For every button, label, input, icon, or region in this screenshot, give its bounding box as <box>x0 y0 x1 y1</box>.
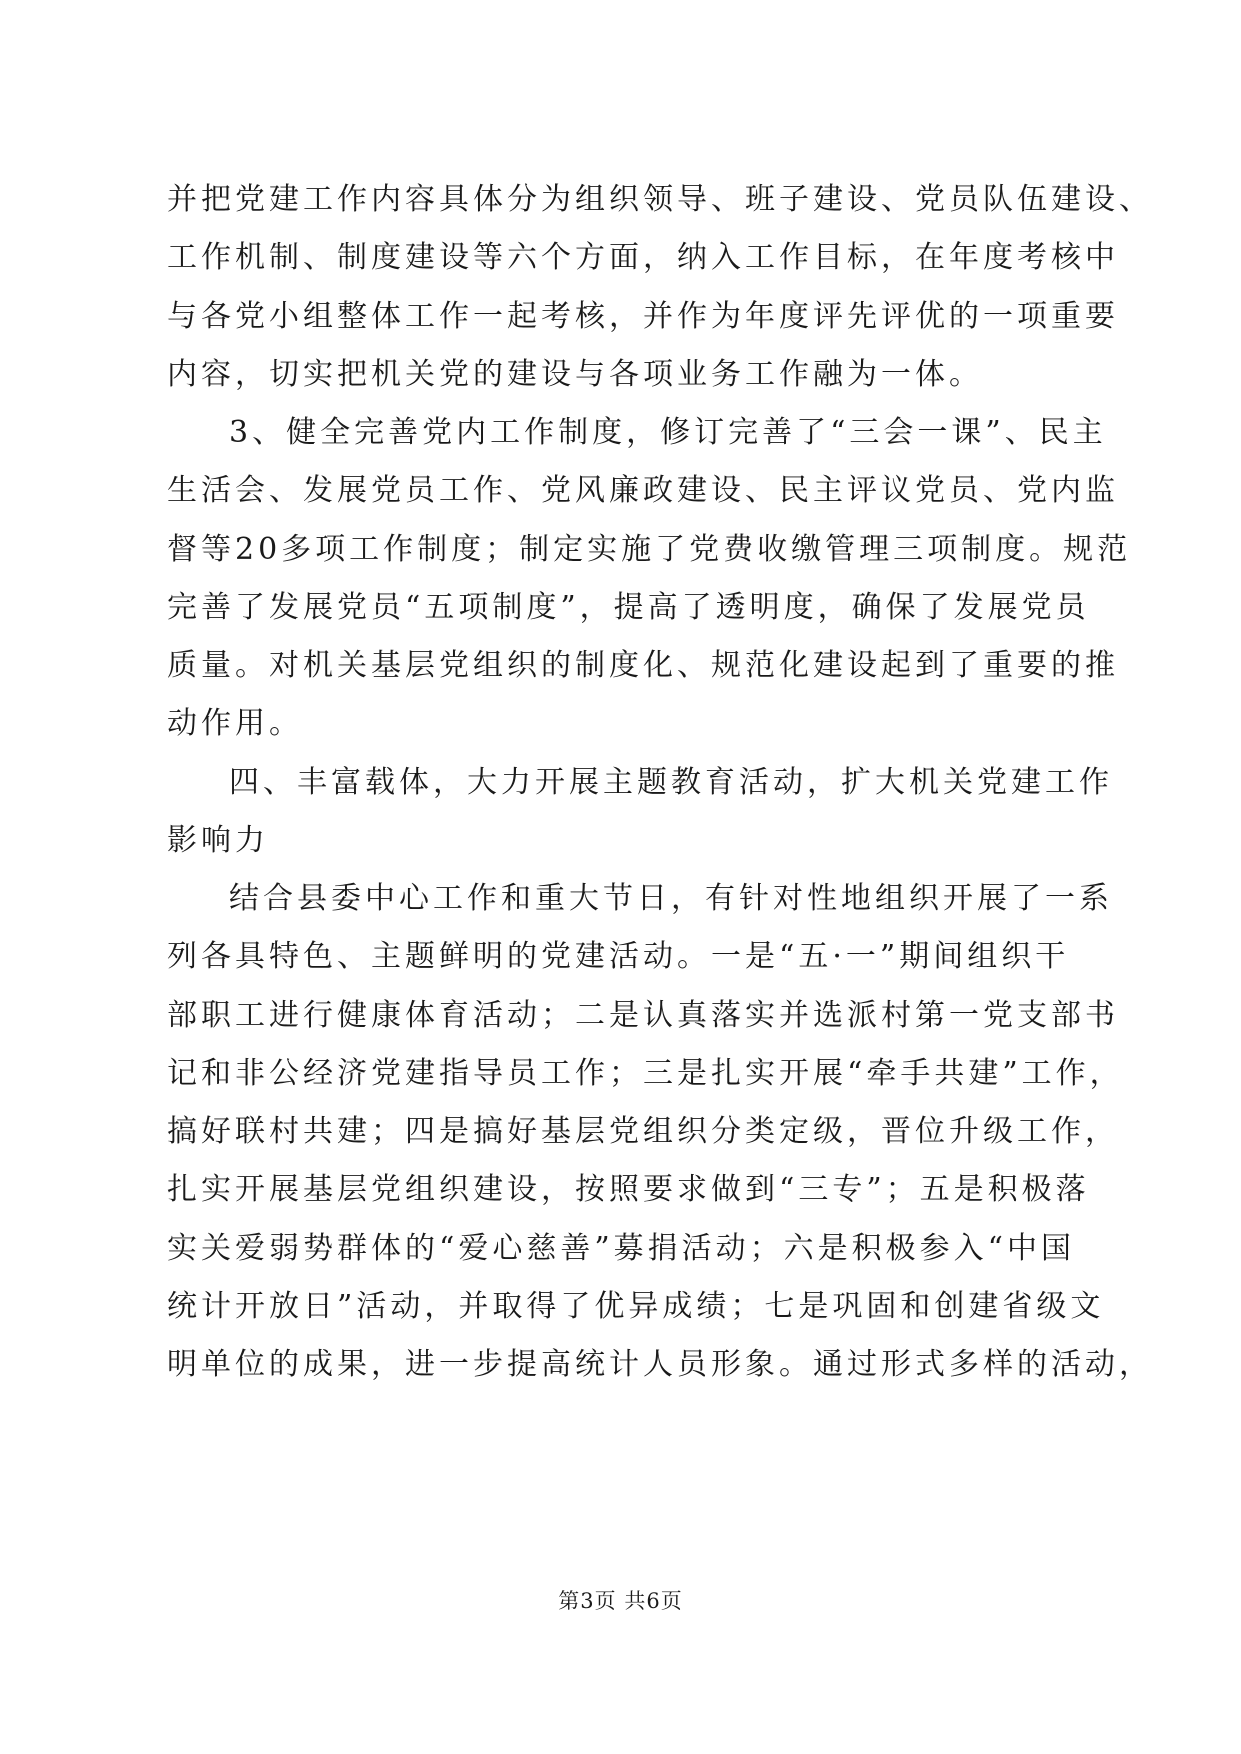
text-line: 与各党小组整体工作一起考核，并作为年度评先评优的一项重要 <box>167 298 1119 334</box>
section-heading-line: 影响力 <box>167 822 269 858</box>
text-line: 质量。对机关基层党组织的制度化、规范化建设起到了重要的推 <box>167 648 1119 683</box>
text-line: 完善了发展党员“五项制度”，提高了透明度，确保了发展党员 <box>167 589 1090 625</box>
text-line: 督等20多项工作制度；制定实施了党费收缴管理三项制度。规范 <box>167 531 1132 567</box>
text-line: 部职工进行健康体育活动；二是认真落实并选派村第一党支部书 <box>167 997 1119 1033</box>
text-line: 扎实开展基层党组织建设，按照要求做到“三专”；五是积极落 <box>167 1172 1090 1208</box>
text-line: 动作用。 <box>167 706 303 742</box>
text-line: 列各具特色、主题鲜明的党建活动。一是“五·一”期间组织干 <box>167 939 1070 975</box>
document-body <box>167 171 1153 1394</box>
text-line: 搞好联村共建；四是搞好基层党组织分类定级，晋位升级工作， <box>167 1114 1119 1149</box>
page-number-footer: 第3页 共6页 <box>558 1589 683 1613</box>
text-line: 统计开放日”活动，并取得了优异成绩；七是巩固和创建省级文 <box>167 1288 1105 1324</box>
text-line: 并把党建工作内容具体分为组织领导、班子建设、党员队伍建设、 <box>167 182 1153 217</box>
text-line: 内容，切实把机关党的建设与各项业务工作融为一体。 <box>167 356 983 392</box>
section-heading-line: 四、丰富载体，大力开展主题教育活动，扩大机关党建工作 <box>229 764 1113 800</box>
paragraph-start-line: 结合县委中心工作和重大节日，有针对性地组织开展了一系 <box>229 881 1113 916</box>
text-line: 生活会、发展党员工作、党风廉政建设、民主评议党员、党内监 <box>167 473 1119 509</box>
text-line: 记和非公经济党建指导员工作；三是扎实开展“牵手共建”工作， <box>167 1055 1124 1091</box>
text-line: 工作机制、制度建设等六个方面，纳入工作目标，在年度考核中 <box>167 240 1119 276</box>
paragraph-start-line: 3、健全完善党内工作制度，修订完善了“三会一课”、民主 <box>229 415 1107 450</box>
text-line: 明单位的成果，进一步提高统计人员形象。通过形式多样的活动， <box>167 1347 1153 1382</box>
text-line: 实关爱弱势群体的“爱心慈善”募捐活动；六是积极参入“中国 <box>167 1230 1076 1266</box>
